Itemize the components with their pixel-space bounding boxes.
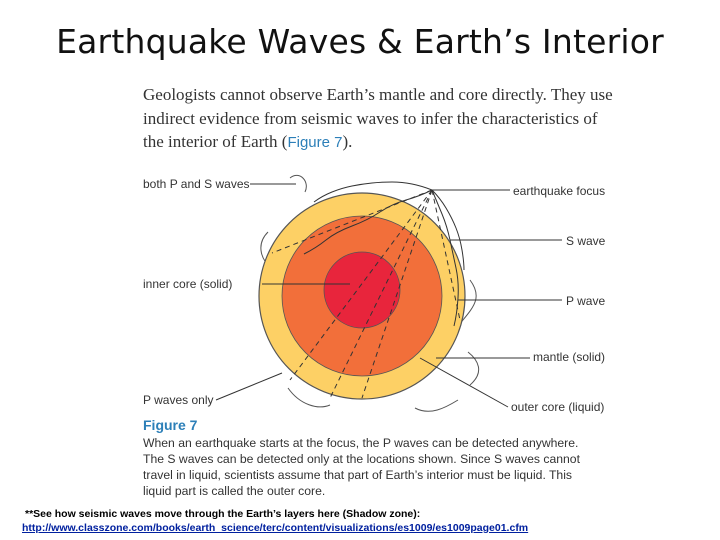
label-s-wave: S wave [566,234,606,248]
inner-core-layer [324,252,400,328]
leader-p-only [216,373,282,400]
label-mantle: mantle (solid) [533,350,606,364]
label-earthquake-focus: earthquake focus [513,184,606,198]
label-outer-core: outer core (liquid) [511,400,605,414]
intro-text: Geologists cannot observe Earth’s mantle and core directly. They use indirect evidence from seismic waves to infer the characteristics of the interior of Earth ( [143,85,613,151]
figure-reference: Figure 7 [287,134,343,151]
intro-end: ). [342,132,353,151]
figure-caption: When an earthquake starts at the focus, the P waves can be detected anywhere. The S waves can be detected only at the locations shown. Since S waves cannot travel in liquid, scientists assume that part of Earth’s interior must be liquid. This liquid part is called the outer core. [143,436,580,498]
shadow-zone-note: **See how seismic waves move through the Earth’s layers here (Shadow zone): [25,508,421,520]
slide-title: Earthquake Waves & Earth’s Interior [56,22,664,61]
leader-outer-core [420,358,508,407]
label-p-waves-only: P waves only [143,393,214,407]
figure-title: Figure 7 [143,417,198,433]
label-inner-core: inner core (solid) [143,277,233,291]
classzone-link[interactable]: http://www.classzone.com/books/earth_science/terc/content/visualizations/es1009/es1009page01.cfm [22,522,529,534]
label-both-waves: both P and S waves [143,177,250,191]
label-p-wave: P wave [566,294,606,308]
